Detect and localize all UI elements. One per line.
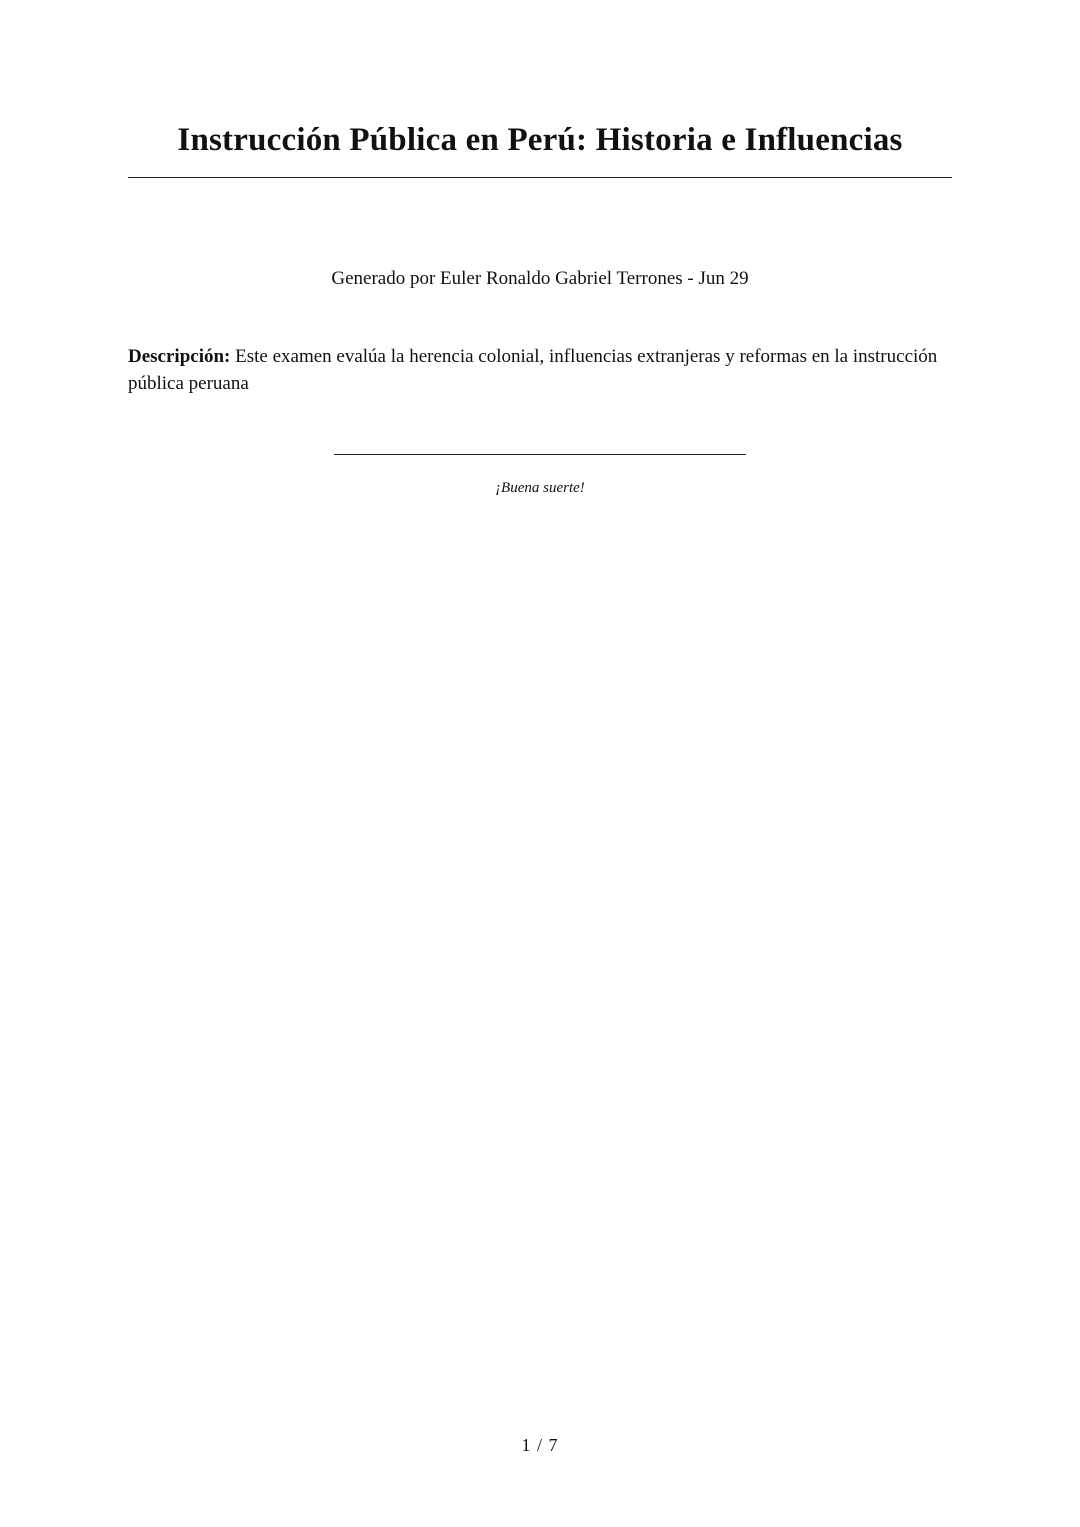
generated-by-line: Generado por Euler Ronaldo Gabriel Terrones - Jun 29	[331, 268, 749, 289]
good-luck-message: ¡Buena suerte!	[495, 480, 585, 496]
page-number: 1 / 7	[521, 1435, 559, 1455]
description-text: Este examen evalúa la herencia colonial, influencias extranjeras y reformas en la instrucción pública peruana	[128, 346, 938, 394]
exam-description	[128, 343, 952, 397]
closing-divider	[334, 454, 746, 455]
document-title: Instrucción Pública en Perú: Historia e Influencias	[177, 122, 903, 158]
title-divider	[128, 177, 952, 178]
description-label: Descripción:	[128, 346, 231, 367]
